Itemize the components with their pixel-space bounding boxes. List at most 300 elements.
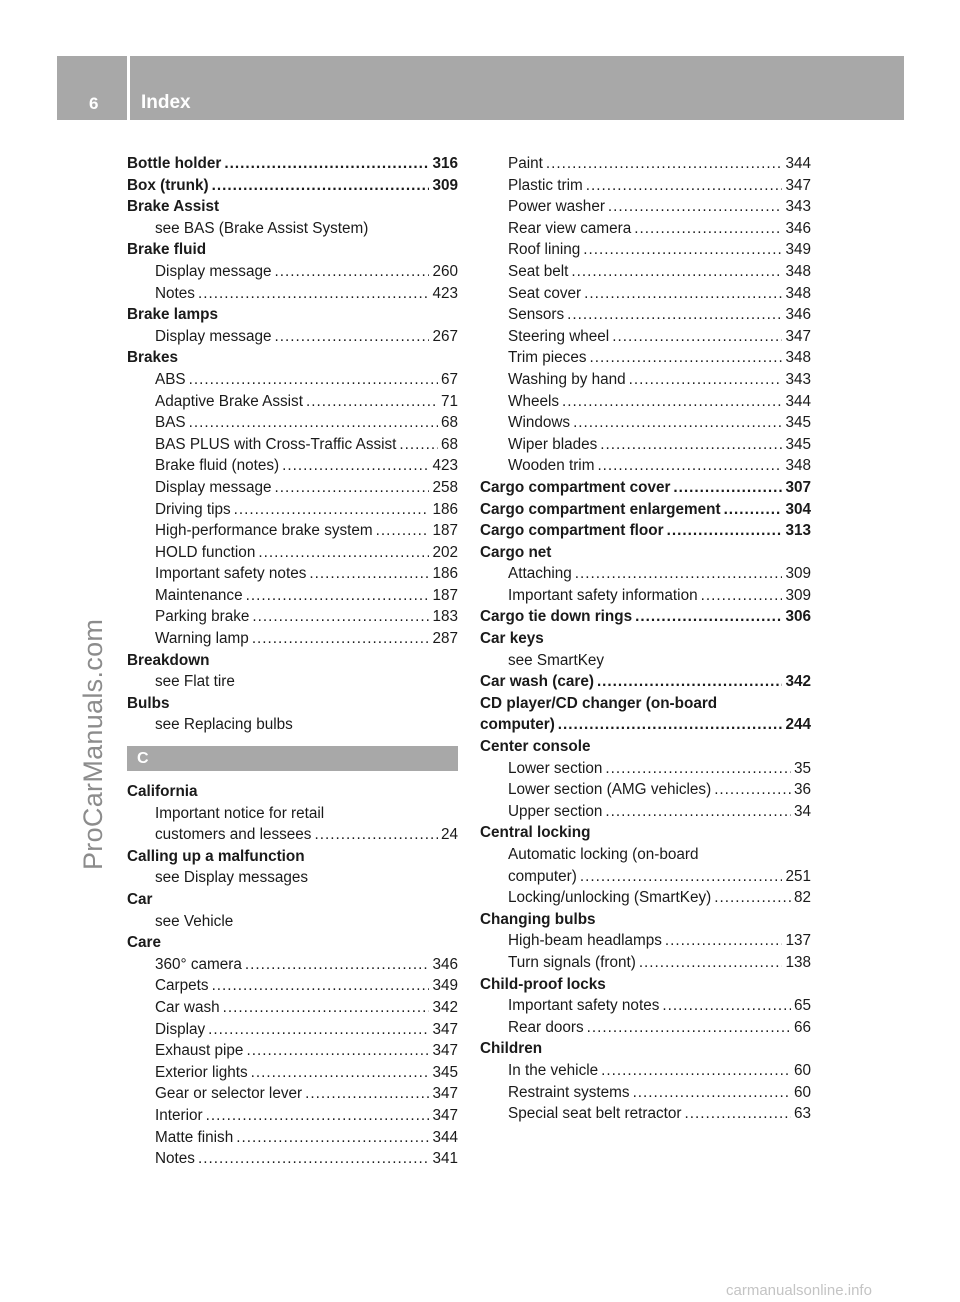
entry-text: Important notice for retail: [155, 804, 325, 822]
index-subentry: [480, 801, 811, 823]
page-ref: 342: [785, 673, 811, 691]
page-ref: 244: [785, 716, 811, 734]
index-subentry: [480, 585, 811, 607]
entry-text: Box (trunk): [127, 176, 209, 194]
page-ref: 345: [785, 435, 811, 453]
dot-leader: [208, 1019, 429, 1041]
page-ref: 309: [785, 586, 811, 604]
dot-leader: [274, 477, 429, 499]
entry-text: Special seat belt retractor: [508, 1105, 682, 1123]
entry-text: Car wash: [155, 998, 220, 1016]
entry-text: see Flat tire: [155, 673, 235, 691]
entry-text: see SmartKey: [508, 651, 605, 669]
dot-leader: [600, 434, 782, 456]
index-subentry: [127, 520, 458, 542]
index-entry: [127, 889, 458, 911]
entry-text: Car: [127, 891, 153, 908]
index-list-c: [127, 781, 458, 1170]
page-ref: 35: [793, 759, 811, 777]
dot-leader: [639, 952, 783, 974]
page-ref: 186: [432, 500, 458, 518]
entry-text: Notes: [155, 284, 195, 302]
index-subentry: [127, 867, 458, 889]
index-subentry: [127, 803, 458, 825]
page-ref: 316: [432, 155, 458, 172]
side-watermark-text: ProCarManuals.com: [78, 618, 108, 870]
entry-text: Display: [155, 1020, 206, 1038]
index-subentry: [127, 1083, 458, 1105]
index-subentry: [480, 391, 811, 413]
index-subentry: [127, 1148, 458, 1170]
index-subentry: [480, 866, 811, 888]
page-ref: 187: [432, 586, 458, 604]
dot-leader: [684, 1103, 791, 1125]
entry-text: Important safety information: [508, 586, 698, 604]
index-subentry: [127, 954, 458, 976]
page-ref: 186: [432, 565, 458, 583]
entry-text: BAS PLUS with Cross-Traffic Assist: [155, 435, 397, 453]
page-ref: 183: [432, 608, 458, 626]
page-ref: 341: [432, 1150, 458, 1168]
index-subentry: [127, 412, 458, 434]
page-ref: 347: [785, 327, 811, 345]
entry-text: California: [127, 783, 198, 801]
index-entry: [480, 628, 811, 650]
index-subentry: [480, 347, 811, 369]
index-subentry: [127, 911, 458, 933]
index-subentry: [127, 975, 458, 997]
page-ref: 71: [440, 392, 458, 410]
entry-text: Breakdown: [127, 651, 210, 669]
index-entry: [127, 304, 458, 326]
index-subentry: [127, 391, 458, 413]
entry-text: Cargo net: [480, 543, 552, 561]
entry-text: Exterior lights: [155, 1063, 248, 1081]
page-ref: 309: [432, 176, 458, 194]
page-ref: 349: [785, 241, 811, 259]
index-subentry: [127, 283, 458, 305]
page-ref: 34: [793, 802, 811, 820]
index-subentry: [127, 585, 458, 607]
entry-text: Cargo tie down rings: [480, 608, 633, 626]
dot-leader: [633, 1082, 791, 1104]
dot-leader: [558, 714, 783, 736]
entry-text: Adaptive Brake Assist: [155, 392, 303, 410]
dot-leader: [309, 563, 429, 585]
index-entry: [127, 175, 458, 197]
entry-text: Interior: [155, 1106, 203, 1124]
header-divider: [127, 56, 130, 120]
page-ref: 347: [432, 1106, 458, 1124]
dot-leader: [567, 304, 782, 326]
index-column-left: [127, 153, 458, 1170]
index-subentry: [127, 1062, 458, 1084]
index-subentry: [480, 779, 811, 801]
index-entry: [127, 650, 458, 672]
index-entry: [127, 693, 458, 715]
entry-text: Paint: [508, 155, 543, 172]
dot-leader: [667, 520, 783, 542]
index-subentry: [480, 239, 811, 261]
index-entry: [480, 499, 811, 521]
page-ref: 82: [793, 889, 811, 907]
entry-text: Warning lamp: [155, 630, 249, 648]
entry-text: Automatic locking (on-board: [508, 846, 699, 863]
index-entry: [480, 542, 811, 564]
index-subentry: [480, 952, 811, 974]
dot-leader: [635, 606, 782, 628]
entry-text: Display message: [155, 478, 272, 496]
page-ref: 68: [440, 414, 458, 432]
page-ref: 306: [785, 608, 811, 626]
index-subentry: [480, 412, 811, 434]
index-subentry: [127, 455, 458, 477]
dot-leader: [212, 175, 430, 197]
page-ref: 267: [432, 327, 458, 345]
dot-leader: [224, 153, 429, 175]
dot-leader: [714, 887, 791, 909]
dot-leader: [198, 283, 430, 305]
dot-leader: [236, 1127, 429, 1149]
entry-text: Display message: [155, 262, 272, 280]
dot-leader: [605, 801, 791, 823]
index-subentry: [127, 1105, 458, 1127]
page-ref: 347: [432, 1020, 458, 1038]
page-ref: 349: [432, 977, 458, 995]
entry-text: Brakes: [127, 349, 179, 367]
index-subentry: [127, 261, 458, 283]
dot-leader: [306, 391, 438, 413]
page-ref: 68: [440, 435, 458, 453]
index-subentry: [480, 196, 811, 218]
page-ref: 348: [785, 284, 811, 302]
entry-text: Restraint systems: [508, 1083, 630, 1101]
entry-text: High-performance brake system: [155, 522, 373, 540]
index-subentry: [480, 261, 811, 283]
dot-leader: [597, 455, 782, 477]
entry-text: Wiper blades: [508, 435, 598, 453]
page-ref: 342: [432, 998, 458, 1016]
entry-text: Central locking: [480, 824, 591, 842]
dot-leader: [714, 779, 791, 801]
dot-leader: [673, 477, 782, 499]
index-subentry: [127, 563, 458, 585]
entry-text: Parking brake: [155, 608, 250, 626]
index-subentry: [480, 218, 811, 240]
entry-text: computer): [508, 867, 577, 885]
index-entry: [127, 846, 458, 868]
entry-text: Wooden trim: [508, 457, 595, 475]
dot-leader: [701, 585, 783, 607]
index-subentry: [480, 175, 811, 197]
index-subentry: [127, 434, 458, 456]
page-title: Index: [141, 92, 191, 113]
entry-text: Calling up a malfunction: [127, 847, 305, 865]
entry-text: Display message: [155, 327, 272, 345]
entry-text: Children: [480, 1040, 543, 1058]
index-subentry: [480, 434, 811, 456]
page-ref: 63: [793, 1105, 811, 1123]
dot-leader: [580, 866, 783, 888]
dot-leader: [589, 347, 782, 369]
index-entry: [127, 781, 458, 803]
index-subentry: [480, 887, 811, 909]
index-entry: [480, 822, 811, 844]
dot-leader: [612, 326, 782, 348]
dot-leader: [608, 196, 783, 218]
index-entry: [480, 520, 811, 542]
dot-leader: [258, 542, 429, 564]
entry-text: customers and lessees: [155, 826, 312, 844]
page-ref: 423: [432, 457, 458, 475]
entry-text: Center console: [480, 738, 591, 756]
page-ref: 347: [432, 1042, 458, 1060]
dot-leader: [605, 758, 791, 780]
entry-text: Wheels: [508, 392, 560, 410]
entry-text: Important safety notes: [155, 565, 307, 583]
dot-leader: [246, 585, 430, 607]
index-subentry: [127, 714, 458, 736]
page-ref: 348: [785, 349, 811, 367]
dot-leader: [305, 1083, 429, 1105]
page-ref: 287: [432, 630, 458, 648]
footer-watermark: carmanualsonline.info: [726, 1282, 872, 1299]
index-list-b: [127, 153, 458, 736]
index-subentry: [127, 369, 458, 391]
index-subentry: [480, 563, 811, 585]
entry-text: Windows: [508, 414, 571, 432]
dot-leader: [587, 1017, 791, 1039]
entry-text: Cargo compartment enlargement: [480, 500, 721, 518]
dot-leader: [634, 218, 782, 240]
dot-leader: [562, 391, 782, 413]
dot-leader: [198, 1148, 430, 1170]
entry-text: Seat belt: [508, 262, 569, 280]
index-entry: [127, 932, 458, 954]
page-ref: 65: [793, 997, 811, 1015]
index-entry: [480, 714, 811, 736]
entry-text: In the vehicle: [508, 1061, 599, 1079]
dot-leader: [274, 261, 429, 283]
entry-text: Bottle holder: [127, 155, 222, 172]
index-subentry: [480, 844, 811, 866]
dot-leader: [234, 499, 430, 521]
index-entry: [127, 239, 458, 261]
page-ref: 346: [785, 306, 811, 324]
entry-text: Gear or selector lever: [155, 1085, 303, 1103]
page-ref: 347: [432, 1085, 458, 1103]
dot-leader: [212, 975, 430, 997]
entry-text: Child-proof locks: [480, 975, 606, 993]
dot-leader: [376, 520, 430, 542]
index-entry: [480, 693, 811, 715]
index-subentry: [480, 1103, 811, 1125]
dot-leader: [629, 369, 783, 391]
index-subentry: [480, 930, 811, 952]
entry-text: Lower section (AMG vehicles): [508, 781, 712, 799]
dot-leader: [282, 455, 429, 477]
page-ref: 343: [785, 198, 811, 216]
entry-text: Roof lining: [508, 241, 581, 259]
entry-text: Brake fluid: [127, 241, 207, 259]
entry-text: Cargo compartment floor: [480, 522, 664, 540]
page-ref: 304: [785, 500, 811, 518]
index-column-right: [480, 153, 811, 1125]
dot-leader: [206, 1105, 430, 1127]
entry-text: 360° camera: [155, 955, 242, 973]
page-ref: 346: [785, 219, 811, 237]
page-ref: 343: [785, 370, 811, 388]
entry-text: Brake Assist: [127, 198, 220, 216]
page-ref: 251: [785, 867, 811, 885]
page-ref: 258: [432, 478, 458, 496]
page-ref: 307: [785, 478, 811, 496]
page-ref: 66: [793, 1018, 811, 1036]
index-subentry: [127, 1127, 458, 1149]
dot-leader: [189, 369, 438, 391]
entry-text: Power washer: [508, 198, 605, 216]
entry-text: Attaching: [508, 565, 572, 583]
entry-text: Car keys: [480, 630, 544, 648]
index-subentry: [480, 326, 811, 348]
entry-text: Exhaust pipe: [155, 1042, 244, 1060]
dot-leader: [399, 434, 438, 456]
index-subentry: [127, 606, 458, 628]
index-subentry: [480, 369, 811, 391]
index-entry: [480, 477, 811, 499]
entry-text: Matte finish: [155, 1128, 234, 1146]
dot-leader: [274, 326, 429, 348]
entry-text: ABS: [155, 370, 186, 388]
entry-text: BAS: [155, 414, 186, 432]
entry-text: Trim pieces: [508, 349, 587, 367]
index-subentry: [127, 542, 458, 564]
entry-text: Lower section: [508, 759, 603, 777]
dot-leader: [573, 412, 782, 434]
page-ref: 24: [440, 826, 458, 844]
index-entry: [480, 671, 811, 693]
entry-text: HOLD function: [155, 543, 256, 561]
page-ref: 309: [785, 565, 811, 583]
page-ref: 346: [432, 955, 458, 973]
index-list-c-continued: [480, 153, 811, 1125]
page-ref: 347: [785, 176, 811, 194]
entry-text: Turn signals (front): [508, 953, 636, 971]
dot-leader: [584, 283, 782, 305]
index-subentry: [127, 218, 458, 240]
page-number: 6: [89, 94, 99, 113]
index-subentry: [480, 283, 811, 305]
index-subentry: [127, 326, 458, 348]
entry-text: Upper section: [508, 802, 603, 820]
dot-leader: [245, 954, 430, 976]
index-entry: [127, 196, 458, 218]
entry-text: Important safety notes: [508, 997, 660, 1015]
entry-text: Bulbs: [127, 694, 170, 712]
entry-text: see Replacing bulbs: [155, 716, 293, 734]
entry-text: computer): [480, 716, 555, 734]
index-entry: [480, 606, 811, 628]
dot-leader: [586, 175, 783, 197]
page-ref: 60: [793, 1061, 811, 1079]
index-subentry: [127, 499, 458, 521]
dot-leader: [665, 930, 783, 952]
entry-text: Cargo compartment cover: [480, 478, 671, 496]
index-subentry: [480, 758, 811, 780]
dot-leader: [724, 499, 783, 521]
page-ref: 423: [432, 284, 458, 302]
index-subentry: [480, 650, 811, 672]
index-subentry: [480, 995, 811, 1017]
entry-text: Seat cover: [508, 284, 582, 302]
entry-text: see Display messages: [155, 869, 309, 887]
dot-leader: [246, 1040, 429, 1062]
entry-text: Locking/unlocking (SmartKey): [508, 889, 712, 907]
dot-leader: [583, 239, 782, 261]
entry-text: Maintenance: [155, 586, 243, 604]
index-entry: [127, 347, 458, 369]
section-header-c: C: [127, 746, 458, 771]
page-ref: 345: [432, 1063, 458, 1081]
index-entry: [480, 974, 811, 996]
dot-leader: [546, 153, 783, 175]
entry-text: High-beam headlamps: [508, 932, 662, 950]
index-entry: [127, 153, 458, 175]
page-ref: 36: [793, 781, 811, 799]
entry-text: Rear doors: [508, 1018, 584, 1036]
entry-text: Brake fluid (notes): [155, 457, 280, 475]
entry-text: Care: [127, 934, 162, 952]
dot-leader: [575, 563, 783, 585]
dot-leader: [597, 671, 783, 693]
page-ref: 202: [432, 543, 458, 561]
entry-text: Washing by hand: [508, 370, 626, 388]
dot-leader: [189, 412, 438, 434]
dot-leader: [223, 997, 430, 1019]
dot-leader: [662, 995, 791, 1017]
entry-text: Sensors: [508, 306, 565, 324]
page-ref: 345: [785, 414, 811, 432]
index-entry: [480, 1038, 811, 1060]
page-ref: 344: [785, 155, 811, 172]
index-subentry: [127, 824, 458, 846]
page-ref: 67: [440, 370, 458, 388]
index-subentry: [127, 997, 458, 1019]
entry-text: Carpets: [155, 977, 209, 995]
dot-leader: [314, 824, 438, 846]
entry-text: Changing bulbs: [480, 910, 596, 928]
index-subentry: [480, 1082, 811, 1104]
index-subentry: [480, 304, 811, 326]
entry-text: Car wash (care): [480, 673, 594, 691]
page-ref: 260: [432, 262, 458, 280]
index-subentry: [480, 1060, 811, 1082]
index-subentry: [480, 153, 811, 175]
page-ref: 344: [432, 1128, 458, 1146]
index-entry: [480, 909, 811, 931]
page-header: [57, 56, 904, 120]
page-ref: 137: [785, 932, 811, 950]
index-subentry: [127, 671, 458, 693]
dot-leader: [601, 1060, 791, 1082]
entry-text: Notes: [155, 1150, 195, 1168]
entry-text: see Vehicle: [155, 912, 234, 930]
entry-text: Brake lamps: [127, 306, 218, 324]
entry-text: Steering wheel: [508, 327, 610, 345]
entry-text: Plastic trim: [508, 176, 583, 194]
dot-leader: [252, 606, 429, 628]
index-subentry: [480, 455, 811, 477]
